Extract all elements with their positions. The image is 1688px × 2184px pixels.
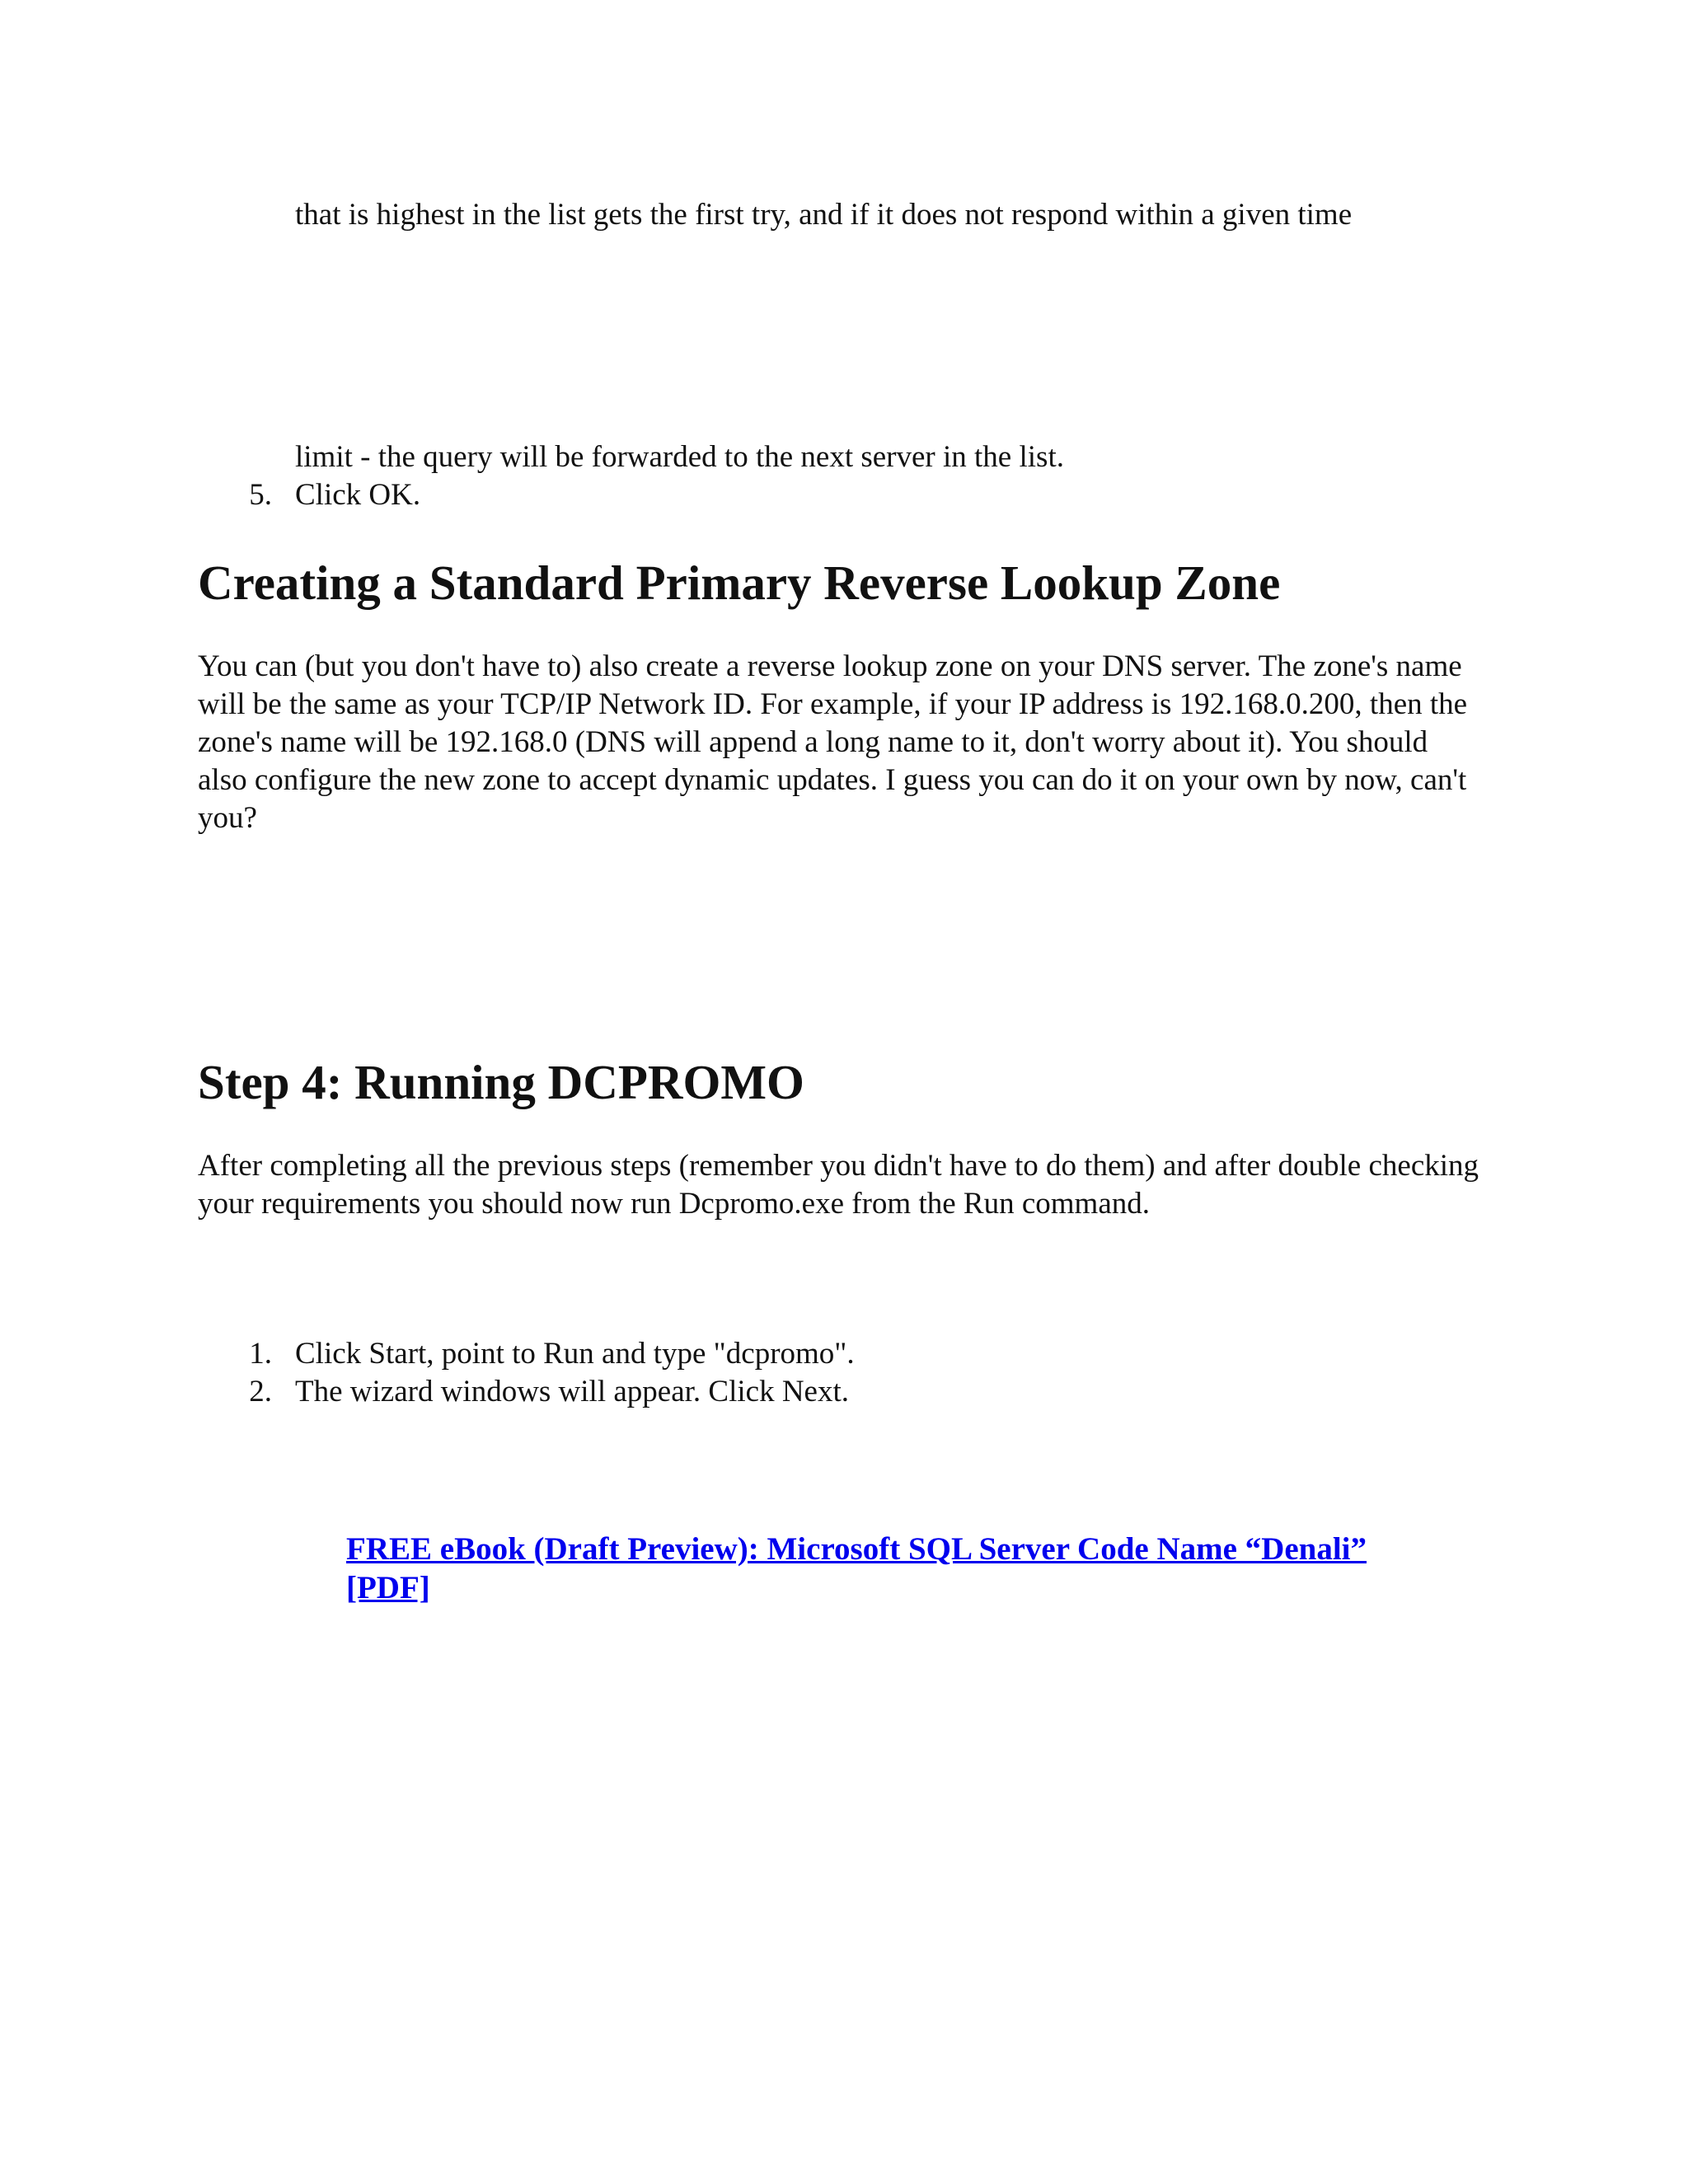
- promo-paragraph: [346, 1530, 1451, 1607]
- section-paragraph-dcpromo: After completing all the previous steps (remember you didn't have to do them) and after double checking your requirements you should now run Dcpromo.exe from the Run command.: [198, 1149, 1479, 1221]
- list-continuation-text: limit - the query will be forwarded to the next server in the list.: [295, 440, 1064, 474]
- promo-ebook-link[interactable]: FREE eBook (Draft Preview): Microsoft SQL Server Code Name “Denali” [PDF]: [346, 1531, 1367, 1605]
- list-item-number: 5.: [249, 478, 272, 512]
- list-item-number: 2.: [249, 1375, 272, 1408]
- section-heading-reverse-lookup: Creating a Standard Primary Reverse Lookup Zone: [198, 555, 1281, 610]
- list-continuation-line-1: that is highest in the list gets the first try, and if it does not respond within a given time: [295, 198, 1353, 232]
- list-item-number: 1.: [249, 1337, 272, 1371]
- section-paragraph-reverse-lookup: You can (but you don't have to) also create a reverse lookup zone on your DNS server. The zone's name will be the same as your TCP/IP Network ID. For example, if your IP address is 192.168.0.200, then the zone's name will be 192.168.0 (DNS will append a long name to it, don't worry about it). You should also configure the new zone to accept dynamic updates. I guess you can do it on your own by now, can't you?: [198, 649, 1468, 835]
- list-item-label: Click Start, point to Run and type "dcpromo".: [295, 1337, 855, 1371]
- section-heading-dcpromo: Step 4: Running DCPROMO: [198, 1055, 804, 1109]
- list-item-text: The wizard windows will appear. Click Next.: [295, 1375, 849, 1408]
- list-continuation-line-2: [295, 438, 1064, 476]
- list-item-text: [295, 1335, 855, 1373]
- list-item-text: Click OK.: [295, 478, 421, 512]
